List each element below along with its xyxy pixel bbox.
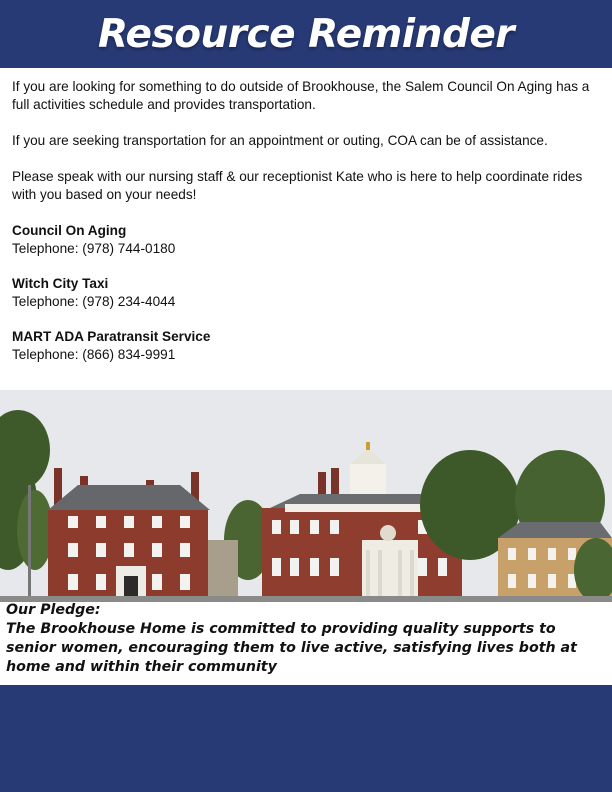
header-banner [0, 0, 612, 68]
intro-paragraph-activities: If you are looking for something to do outside of Brookhouse, the Salem Council On Aging has a full activities schedule and provides transportation. [12, 79, 590, 112]
buildings-photo [0, 390, 612, 602]
pledge-title: Our Pledge: [6, 602, 101, 618]
contact-council-on-aging [12, 222, 604, 258]
contact-name: Council On Aging [12, 223, 127, 238]
contact-phone: Telephone: (978) 744-0180 [12, 241, 176, 256]
contact-witch-city-taxi [12, 275, 604, 311]
contact-mart-ada [12, 328, 604, 364]
pledge-section [6, 601, 606, 677]
page-title: Resource Reminder [97, 11, 515, 57]
contact-name: Witch City Taxi [12, 276, 109, 291]
intro-paragraph-transportation: If you are seeking transportation for an appointment or outing, COA can be of assistance. [12, 133, 548, 148]
intro-paragraph-rides: Please speak with our nursing staff & our receptionist Kate who is here to help coordinate rides with you based on your needs! [12, 169, 583, 202]
contact-phone: Telephone: (866) 834-9991 [12, 347, 176, 362]
intro-section [12, 78, 604, 381]
pledge-text: The Brookhouse Home is committed to providing quality supports to senior women, encouraging them to live active, satisfying lives both at home and within their community [6, 621, 577, 675]
contact-phone: Telephone: (978) 234-4044 [12, 294, 176, 309]
footer-banner [0, 685, 612, 792]
contact-name: MART ADA Paratransit Service [12, 329, 211, 344]
